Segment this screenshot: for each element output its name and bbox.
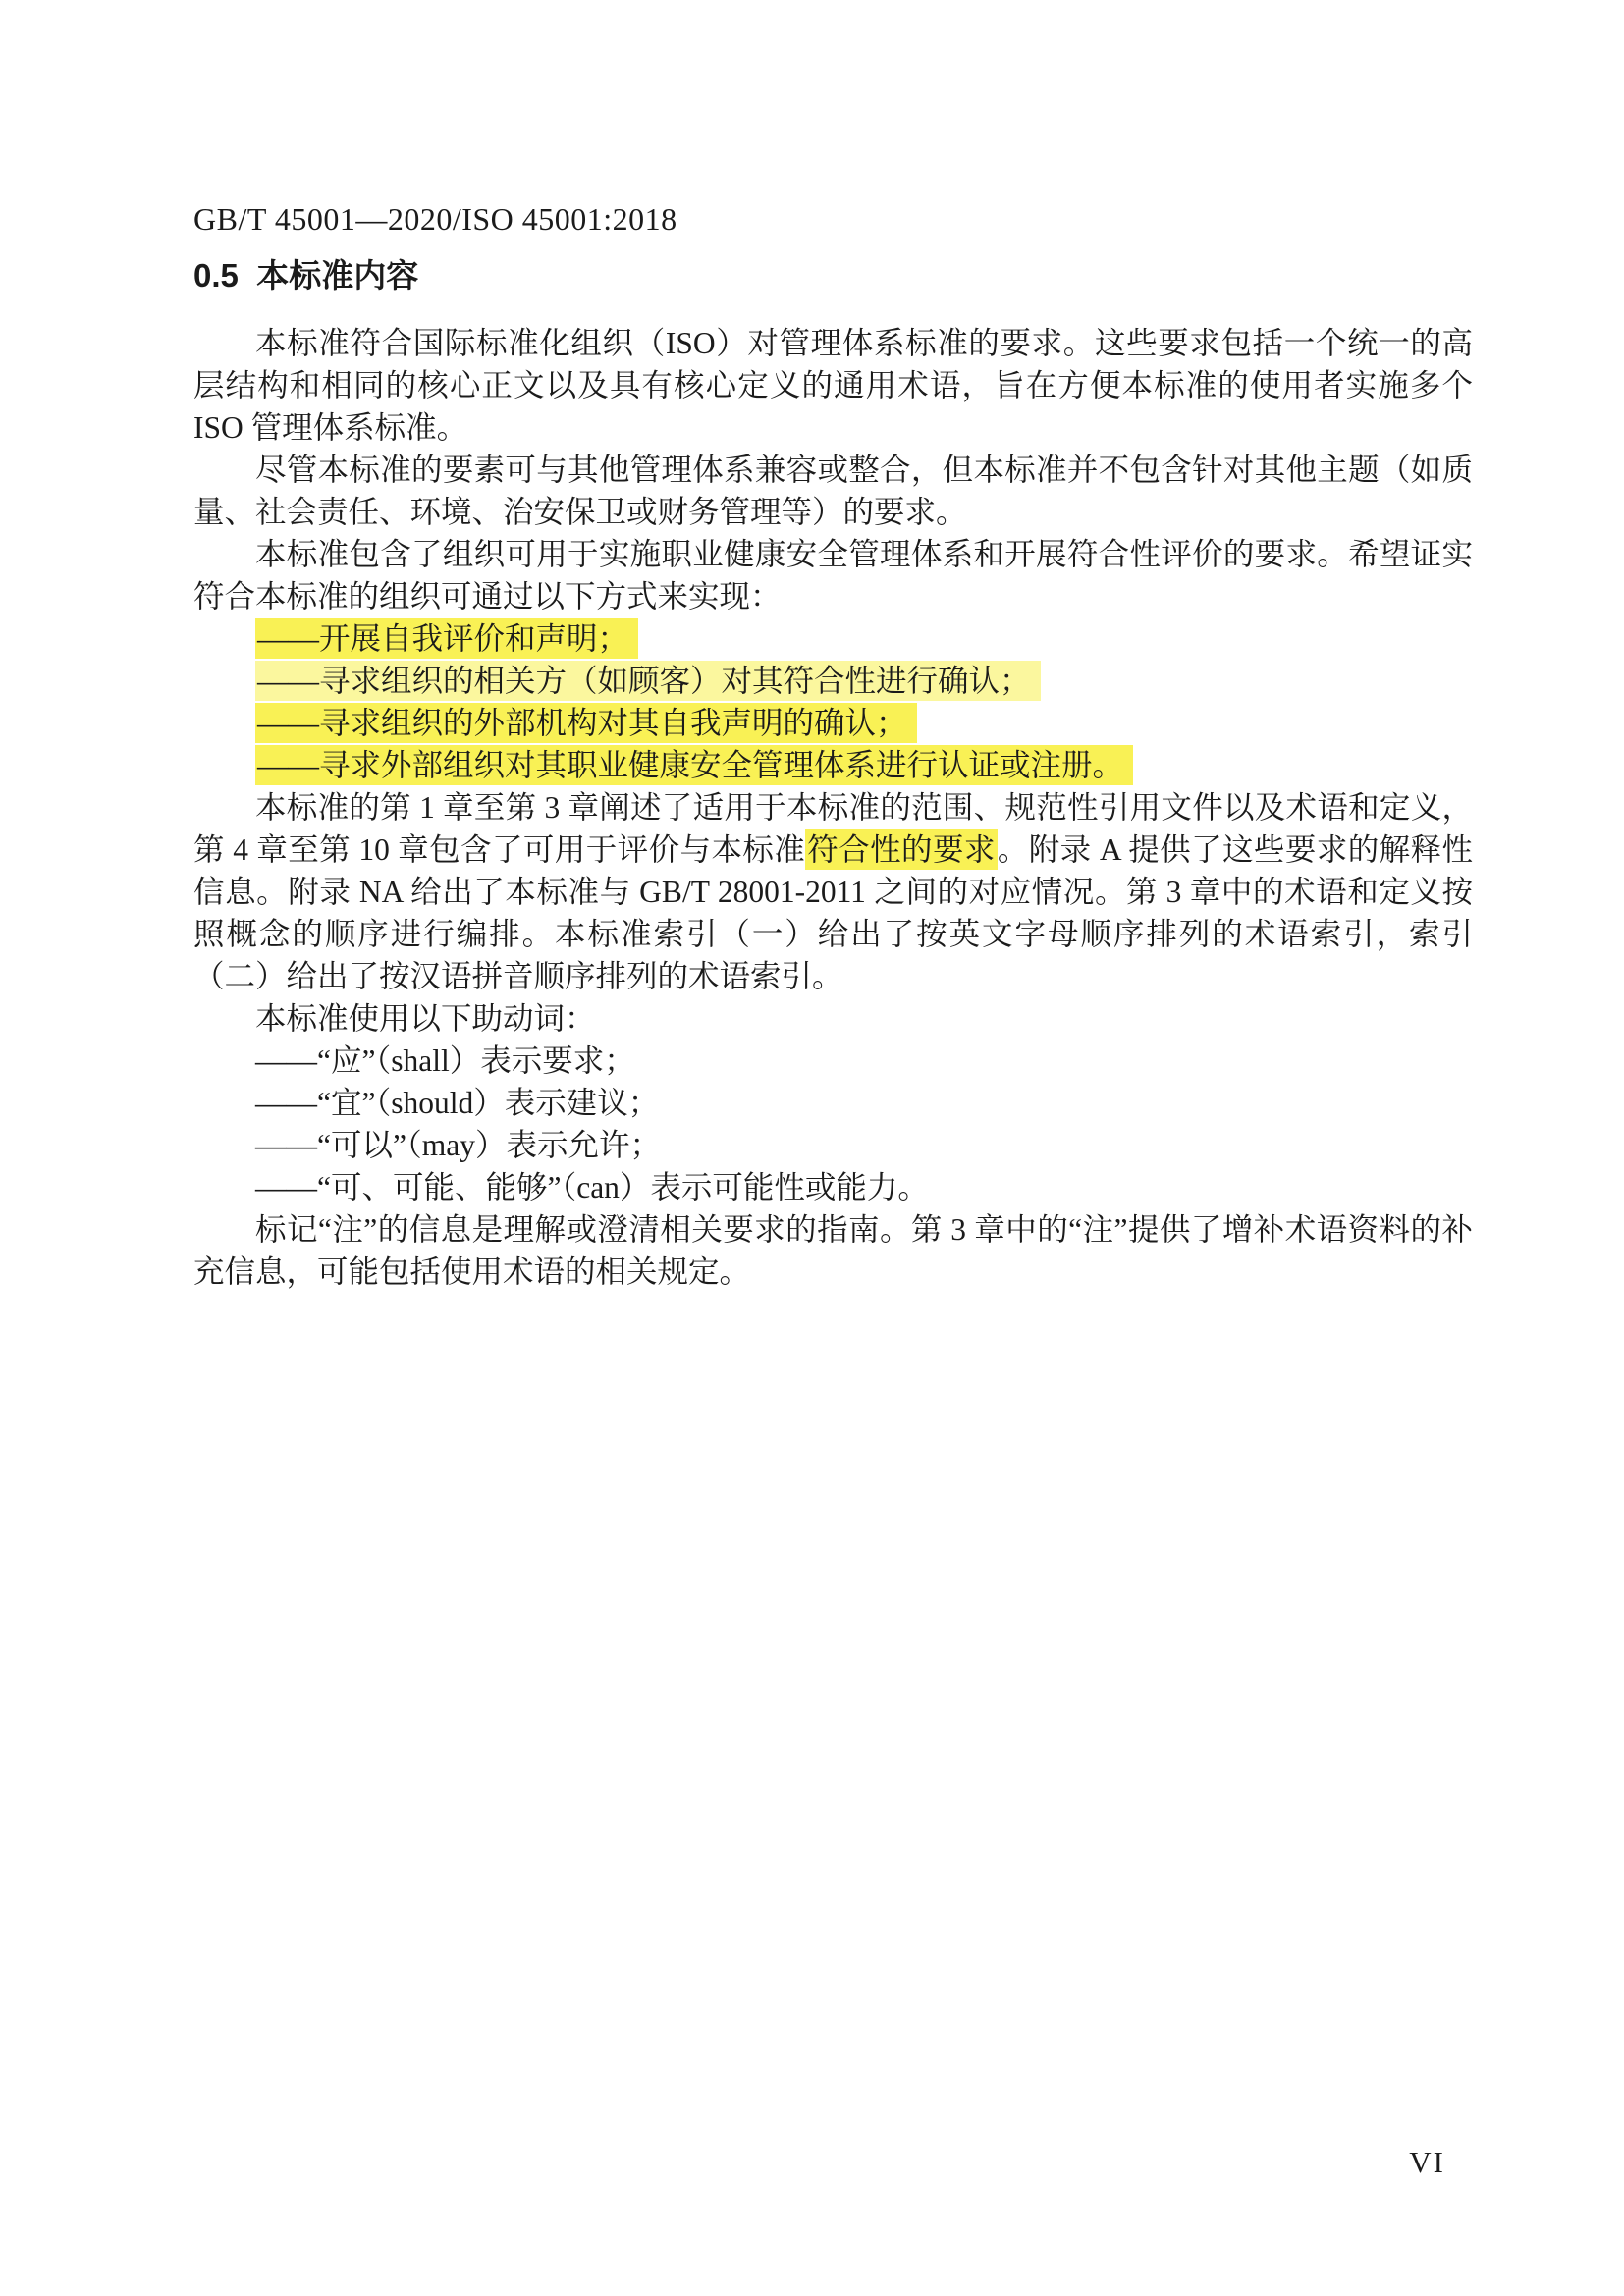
list-item: ——“应”（shall）表示要求； xyxy=(255,1042,635,1078)
paragraph-structure-pre: 本标准的第 1 章至第 3 章阐述了适用于本标准的范围、规范性引用文件以及术语和定义，第 4 章至第 10 章包含了可用于评价与本标准 xyxy=(193,789,1473,867)
paragraph-structure-post: 。附录 A 提供了这些要求的解释性信息。附录 NA 给出了本标准与 GB/T 28001-2011 之间的对应情况。第 3 章中的术语和定义按照概念的顺序进行编排。本标准索引（一）给出了按英文字母顺序排列的术语索引，索引（二）给出了按汉语拼音顺序排列的术语索引。 xyxy=(193,831,1473,993)
list-item xyxy=(193,617,1473,660)
paragraph-conformity-intro: 本标准包含了组织可用于实施职业健康安全管理体系和开展符合性评价的要求。希望证实符合本标准的组织可通过以下方式来实现： xyxy=(193,536,1473,614)
page-number: VI xyxy=(1409,2145,1445,2179)
page-content xyxy=(193,200,1473,1293)
paragraph-structure-overview xyxy=(193,786,1473,997)
highlighted-text: ——寻求组织的外部机构对其自我声明的确认； xyxy=(255,703,917,743)
highlighted-text: ——寻求外部组织对其职业健康安全管理体系进行认证或注册。 xyxy=(255,745,1133,785)
list-item xyxy=(193,702,1473,744)
paragraph-notes-info: 标记“注”的信息是理解或澄清相关要求的指南。第 3 章中的“注”提供了增补术语资料的补充信息，可能包括使用术语的相关规定。 xyxy=(193,1211,1473,1289)
paragraph-modal-verbs-intro: 本标准使用以下助动词： xyxy=(255,1000,596,1036)
highlighted-bullet-list xyxy=(193,617,1473,786)
section-heading: 0.5 本标准内容 xyxy=(193,257,419,294)
standard-number-header: GB/T 45001—2020/ISO 45001:2018 xyxy=(193,201,677,237)
list-item: ——“可、可能、能够”（can）表示可能性或能力。 xyxy=(255,1169,929,1204)
list-item: ——“可以”（may）表示允许； xyxy=(255,1127,661,1162)
modal-verb-list xyxy=(193,1040,1473,1208)
list-item xyxy=(193,660,1473,702)
list-item: ——“宜”（should）表示建议； xyxy=(255,1085,660,1120)
list-item xyxy=(193,744,1473,786)
body-text xyxy=(193,322,1473,1293)
paragraph-iso-requirements: 本标准符合国际标准化组织（ISO）对管理体系标准的要求。这些要求包括一个统一的高层结构和相同的核心正文以及具有核心定义的通用术语，旨在方便本标准的使用者实施多个 ISO 管理体系标准。 xyxy=(193,325,1473,445)
highlighted-text-inline: 符合性的要求 xyxy=(805,829,998,870)
highlighted-text: ——开展自我评价和声明； xyxy=(255,618,638,659)
paragraph-compatibility: 尽管本标准的要素可与其他管理体系兼容或整合，但本标准并不包含针对其他主题（如质量、社会责任、环境、治安保卫或财务管理等）的要求。 xyxy=(193,452,1473,529)
highlighted-text: ——寻求组织的相关方（如顾客）对其符合性进行确认； xyxy=(255,661,1041,701)
